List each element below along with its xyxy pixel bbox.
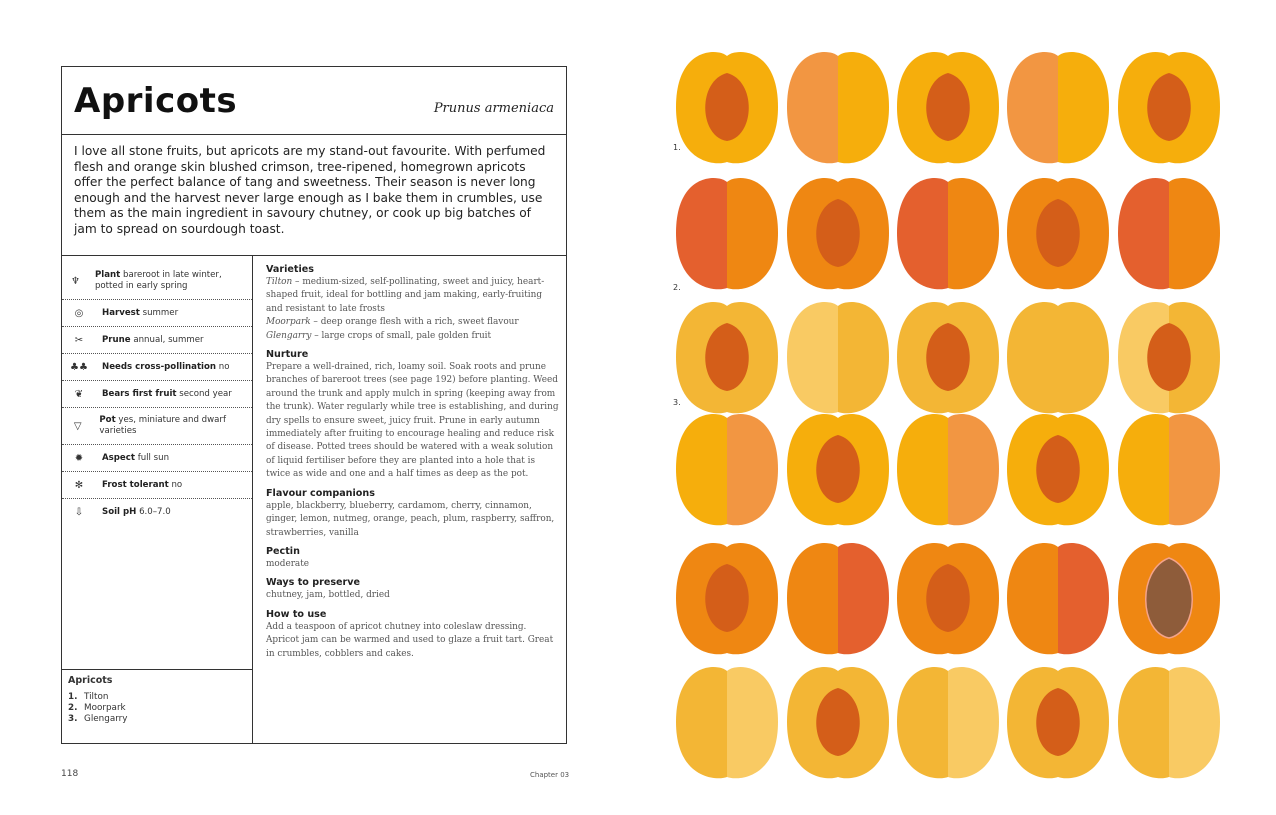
apricot-half xyxy=(1007,302,1109,413)
apricot-half xyxy=(897,52,999,163)
apricot-half xyxy=(676,302,778,413)
apricot-half xyxy=(1007,414,1109,525)
apricot-half xyxy=(1007,543,1109,654)
row-label: 1. xyxy=(673,143,681,152)
apricot-half xyxy=(1118,414,1220,525)
apricot-half xyxy=(1007,178,1109,289)
fact-label: Prune xyxy=(102,334,131,345)
apricot-right-half xyxy=(1058,302,1109,413)
row-label: 3. xyxy=(673,398,681,407)
fact-item xyxy=(62,354,252,381)
apricot-left-half xyxy=(1118,667,1169,778)
fact-value: second year xyxy=(179,388,232,399)
section-text: chutney, jam, bottled, dried xyxy=(266,590,390,601)
summary-item xyxy=(68,692,246,703)
section-heading: Pectin xyxy=(266,545,300,557)
pot-icon: ▽ xyxy=(73,420,82,432)
fact-label: Harvest xyxy=(102,307,140,318)
variety-name: Tilton xyxy=(266,277,293,287)
apricot-half xyxy=(676,667,778,778)
section-text: Add a teaspoon of apricot chutney into coleslaw dressing. Apricot jam can be warmed and used to glaze a fruit tart. Great in crumbles, cobblers and cakes. xyxy=(266,621,554,659)
apricot-right-half xyxy=(727,667,778,778)
section-heading: Flavour companions xyxy=(266,487,375,499)
item-number: 2. xyxy=(68,703,78,713)
apricot-left-half xyxy=(676,667,727,778)
section-text: apple, blackberry, blueberry, cardamom, cherry, cinnamon, ginger, lemon, nutmeg, orange, peach, plum, raspberry, saffron, strawberries, vanilla xyxy=(266,500,555,538)
sun-icon: ✹ xyxy=(74,452,84,464)
apricot-half xyxy=(787,178,889,289)
summary-heading: Apricots xyxy=(68,675,113,686)
apricot-right-half xyxy=(948,667,999,778)
variety-desc: – medium-sized, self-pollinating, sweet and juicy, heart-shaped fruit, ideal for bottling and jam making, early-fruiting and resistant to late frosts xyxy=(266,277,545,314)
fact-text xyxy=(102,362,229,373)
fact-value: full sun xyxy=(137,452,170,463)
varieties-section xyxy=(266,264,561,343)
apricot-half xyxy=(676,178,778,289)
facts-list xyxy=(62,263,252,526)
item-name: Tilton xyxy=(84,692,109,702)
section-heading: Ways to preserve xyxy=(266,577,361,589)
variety-name: Glengarry xyxy=(266,330,312,341)
apricot-half xyxy=(1118,178,1220,289)
fact-text xyxy=(102,453,169,464)
apricot-right-half xyxy=(1169,414,1220,525)
section-heading: Nurture xyxy=(266,349,309,361)
apricot-right-half xyxy=(948,414,999,525)
title-row xyxy=(62,67,566,135)
fact-item xyxy=(62,263,252,300)
apricot-half xyxy=(1007,52,1109,163)
fact-label: Frost tolerant xyxy=(102,479,169,490)
apricot-right-half xyxy=(727,414,778,525)
details-column xyxy=(266,264,561,667)
fact-text xyxy=(102,389,232,400)
fact-text xyxy=(102,507,171,518)
apricot-half xyxy=(787,414,889,525)
apricot-left-half xyxy=(897,414,948,525)
apricot-half xyxy=(1118,667,1220,778)
page-number: 118 xyxy=(61,769,79,779)
apricot-half xyxy=(1007,667,1109,778)
apricot-right-half xyxy=(838,52,889,163)
section xyxy=(266,488,561,540)
apricot-half xyxy=(897,543,999,654)
apricot-half xyxy=(787,543,889,654)
pollination-icon: ♣♣ xyxy=(70,361,88,373)
apricot-half xyxy=(676,52,778,163)
apricot-half xyxy=(1118,543,1220,654)
soil-probe-icon: ⇩ xyxy=(74,507,84,518)
apricot-left-half xyxy=(1007,52,1058,163)
section xyxy=(266,577,561,602)
fact-label: Plant xyxy=(94,270,121,280)
section-text: moderate xyxy=(266,558,310,569)
apricot-right-half xyxy=(1058,52,1109,163)
apricot-half xyxy=(676,543,778,654)
column-divider xyxy=(252,255,253,743)
apricot-half xyxy=(787,302,889,413)
fact-text xyxy=(102,335,204,346)
plant-icon: ♆ xyxy=(71,275,80,287)
apricot-right-half xyxy=(1169,178,1220,289)
apricot-right-half xyxy=(948,178,999,289)
apricot-left-half xyxy=(787,52,838,163)
summary-item xyxy=(68,714,246,725)
apricot-left-half xyxy=(1118,414,1169,525)
fact-item xyxy=(62,381,252,408)
section-heading: Varieties xyxy=(266,264,314,275)
fact-text xyxy=(95,270,246,292)
apricot-half xyxy=(676,414,778,525)
apricot-right-half xyxy=(1169,667,1220,778)
variety-name: Moorpark xyxy=(266,317,311,328)
fact-value: annual, summer xyxy=(133,334,204,345)
apricot-left-half xyxy=(1118,178,1169,289)
apricot-half xyxy=(897,414,999,525)
variety-item xyxy=(266,330,561,343)
apricot-right-half xyxy=(727,178,778,289)
page-title: Apricots xyxy=(74,81,238,121)
variety-item xyxy=(266,276,561,316)
item-name: Glengarry xyxy=(84,714,128,724)
section-heading: How to use xyxy=(266,608,327,620)
section xyxy=(266,609,561,661)
fact-value: no xyxy=(171,479,183,490)
fact-item xyxy=(62,499,252,526)
fact-label: Soil pH xyxy=(102,507,137,517)
intro-paragraph: I love all stone fruits, but apricots are my stand-out favourite. With perfumed flesh and orange skin blushed crimson, tree-ripened, homegrown apricots offer the perfect balance of tang and sweetness. Their season is never long enough and the harvest never large enough as I bake them in crumbles, use them as the main ingredient in savoury chutney, or cook up big batches of jam to spread on sourdough toast. xyxy=(74,144,546,236)
summary-list xyxy=(68,692,246,725)
apricot-left-half xyxy=(897,178,948,289)
item-number: 3. xyxy=(68,714,78,724)
section xyxy=(266,349,561,482)
apricot-left-half xyxy=(1007,543,1058,654)
apricot-half xyxy=(897,178,999,289)
item-number: 1. xyxy=(68,692,78,702)
apricot-right-half xyxy=(1058,543,1109,654)
apricot-half xyxy=(897,667,999,778)
apricot-half xyxy=(897,302,999,413)
harvest-icon: ◎ xyxy=(74,307,84,319)
apricot-half xyxy=(1118,302,1220,413)
fact-value: no xyxy=(218,361,230,372)
variety-desc: – deep orange flesh with a rich, sweet flavour xyxy=(310,317,519,328)
apricot-right-half xyxy=(838,302,889,413)
apricot-illustration xyxy=(670,45,1230,785)
apricot-left-half xyxy=(1007,302,1058,413)
item-name: Moorpark xyxy=(84,703,126,713)
fact-text xyxy=(102,308,178,319)
fact-item xyxy=(62,472,252,499)
variety-item xyxy=(266,316,561,329)
apricot-left-half xyxy=(676,178,727,289)
fact-item xyxy=(62,327,252,354)
snowflake-icon: ✻ xyxy=(74,479,84,491)
apricot-left-half xyxy=(787,543,838,654)
apricot-half xyxy=(1118,52,1220,163)
fact-label: Needs cross-pollination xyxy=(102,361,217,372)
section-text: Prepare a well-drained, rich, loamy soil. Soak roots and prune branches of bareroot trees (see page 192) before planting. Weed around the trunk and apply mulch in spring (keeping away from the trunk). Water regularly while tree is establishing, and during dry spells to ensure sweet, juicy fruit. Prune in early autumn immediately after fruiting to encourage healing and reduce risk of disease. Potted trees should be watered with a weak solution of liquid fertiliser before they are planted into a hole that is twice as wide and one and a half times as deep as the pot. xyxy=(266,362,559,480)
fruit-icon: ❦ xyxy=(74,388,84,400)
section xyxy=(266,546,561,571)
apricot-left-half xyxy=(787,302,838,413)
fact-text xyxy=(102,480,182,491)
fact-value: 6.0–7.0 xyxy=(139,507,171,517)
apricot-left-half xyxy=(897,667,948,778)
row-label: 2. xyxy=(673,283,681,292)
chapter-label: Chapter 03 xyxy=(530,771,570,779)
fact-label: Pot xyxy=(99,415,116,425)
fact-label: Bears first fruit xyxy=(102,388,177,399)
apricot-right-half xyxy=(838,543,889,654)
divider xyxy=(62,255,566,256)
apricot-left-half xyxy=(676,414,727,525)
fact-sheet xyxy=(61,66,567,744)
latin-name: Prunus armeniaca xyxy=(433,101,554,116)
pruning-shears-icon: ✂ xyxy=(74,334,84,346)
fact-value: yes, miniature and dwarf varieties xyxy=(99,415,226,436)
fact-value: bareroot in late winter, potted in early spring xyxy=(94,270,222,291)
fact-text xyxy=(99,415,246,437)
fact-item xyxy=(62,445,252,472)
varieties-text xyxy=(266,276,561,343)
apricot-half xyxy=(787,667,889,778)
variety-desc: – large crops of small, pale golden fruit xyxy=(311,330,492,341)
fact-value: summer xyxy=(142,307,179,318)
fact-label: Aspect xyxy=(102,452,135,463)
summary-item xyxy=(68,703,246,714)
fact-item xyxy=(62,300,252,327)
apricot-half xyxy=(787,52,889,163)
varieties-summary xyxy=(62,669,252,743)
fact-item xyxy=(62,408,252,445)
